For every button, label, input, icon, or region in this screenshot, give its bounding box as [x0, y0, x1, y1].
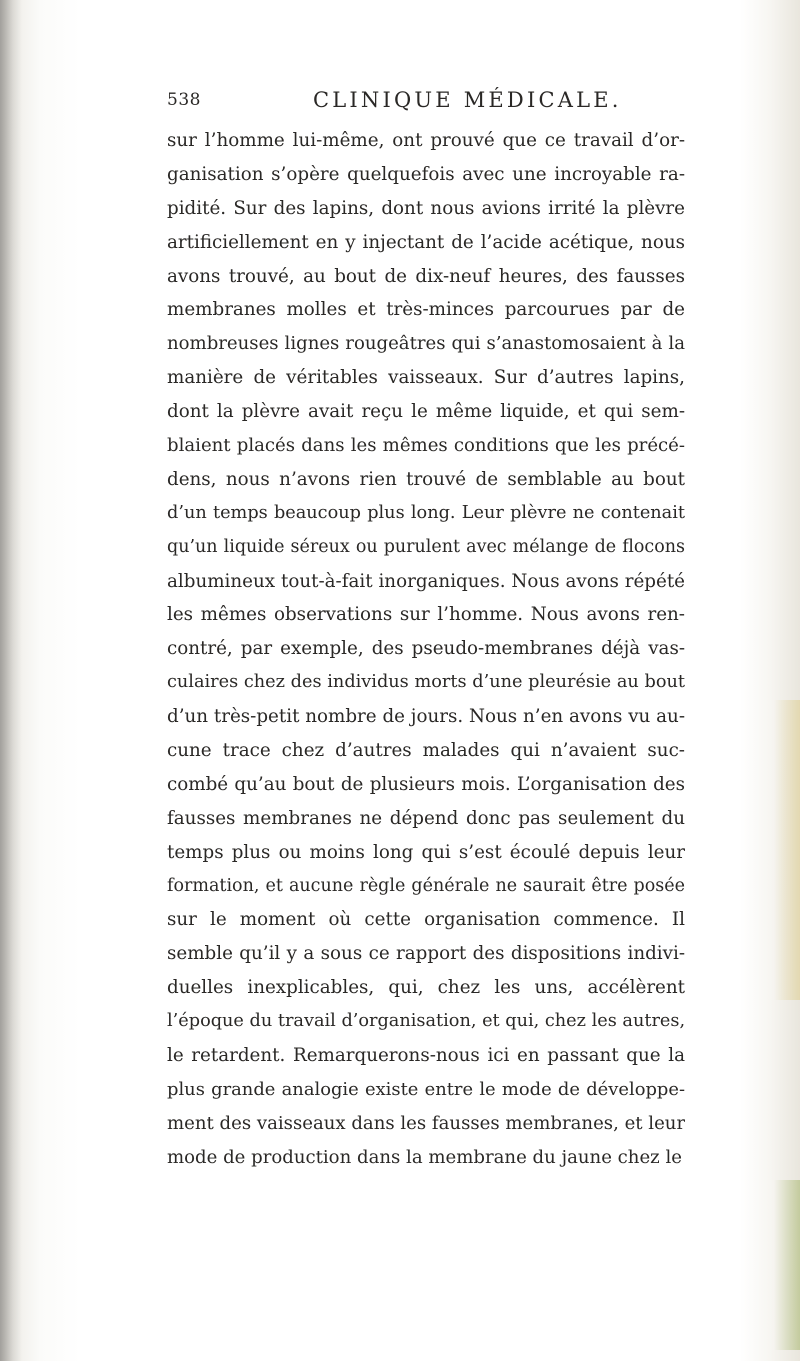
text-line: sur l’homme lui-même, ont prouvé que ce travail d’or- — [167, 130, 685, 151]
text-line: combé qu’au bout de plusieurs mois. L’organisation des — [167, 773, 685, 795]
text-line: cune trace chez d’autres malades qui n’avaient suc- — [167, 740, 685, 762]
running-header — [167, 88, 687, 116]
page-edge-stain — [774, 700, 800, 1000]
text-line: temps plus ou moins long qui s’est écoulé depuis leur — [167, 841, 685, 863]
text-line: l’époque du travail d’organisation, et qui, chez les autres, — [167, 1011, 685, 1032]
body-text — [167, 124, 685, 1175]
text-line: dens, nous n’avons rien trouvé de semblable au bout — [167, 468, 685, 490]
text-line: plus grande analogie existe entre le mode de développe- — [167, 1078, 685, 1100]
text-line: qu’un liquide séreux ou purulent avec mélange de flocons — [167, 536, 685, 557]
text-line: nombreuses lignes rougeâtres qui s’anastomosaient à la — [167, 333, 685, 355]
text-line: sur le moment où cette organisation commence. Il — [167, 909, 685, 931]
text-line: contré, par exemple, des pseudo-membranes déjà vas- — [167, 638, 685, 660]
text-line: les mêmes observations sur l’homme. Nous avons ren- — [167, 604, 685, 626]
text-line: membranes molles et très-minces parcourues par de — [167, 299, 685, 321]
running-title: CLINIQUE MÉDICALE. — [313, 88, 622, 112]
text-line: pidité. Sur des lapins, dont nous avions irrité la plèvre — [167, 197, 685, 219]
text-line: manière de véritables vaisseaux. Sur d’autres lapins, — [167, 367, 685, 389]
page-number: 538 — [167, 90, 201, 110]
text-line: albumineux tout-à-fait inorganiques. Nous avons répété — [167, 570, 685, 592]
text-line: mode de production dans la membrane du jaune chez le — [167, 1146, 682, 1168]
text-line: ment des vaisseaux dans les fausses membranes, et leur — [167, 1112, 685, 1134]
text-line: blaient placés dans les mêmes conditions que les précé- — [167, 435, 685, 457]
text-line: formation, et aucune règle générale ne saurait être posée — [167, 875, 685, 896]
text-line: fausses membranes ne dépend donc pas seulement du — [167, 807, 685, 829]
text-line: artificiellement en y injectant de l’acide acétique, nous — [167, 231, 685, 253]
page-edge-stain-lower — [774, 1180, 800, 1350]
text-line: culaires chez des individus morts d’une pleurésie au bout — [167, 672, 685, 693]
text-line: duelles inexplicables, qui, chez les uns, accélèrent — [167, 977, 685, 999]
text-line: dont la plèvre avait reçu le même liquide, et qui sem- — [167, 401, 685, 423]
text-line: ganisation s’opère quelquefois avec une incroyable ra- — [167, 163, 685, 185]
text-line: avons trouvé, au bout de dix-neuf heures, des fausses — [167, 265, 685, 287]
text-line: d’un très-petit nombre de jours. Nous n’en avons vu au- — [167, 706, 685, 728]
binding-shadow — [0, 0, 22, 1361]
text-line: d’un temps beaucoup plus long. Leur plèvre ne contenait — [167, 502, 685, 523]
text-line: le retardent. Remarquerons-nous ici en passant que la — [167, 1045, 685, 1067]
text-line: semble qu’il y a sous ce rapport des dispositions indivi- — [167, 943, 685, 965]
